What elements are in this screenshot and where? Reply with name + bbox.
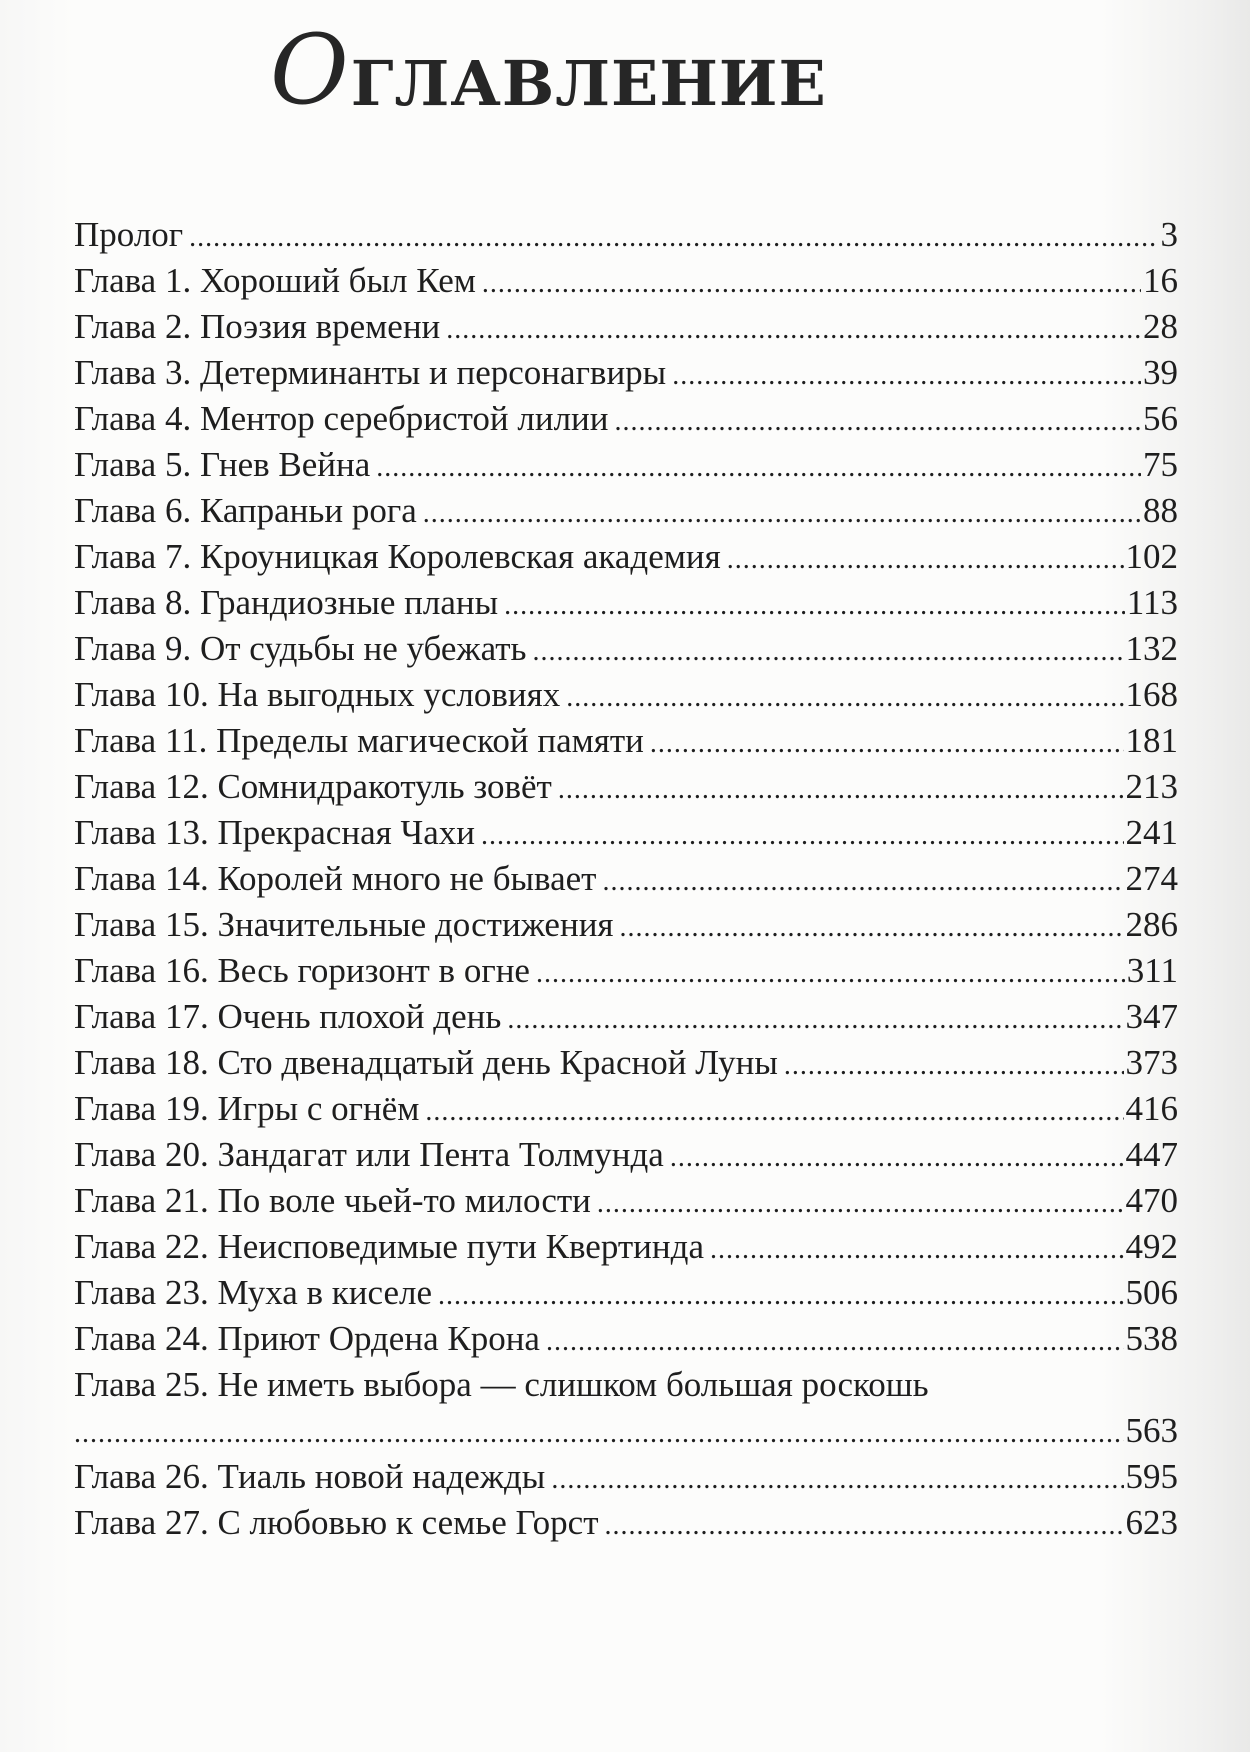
toc-entry-page: 213 (1125, 767, 1178, 806)
dot-leader (551, 1457, 1123, 1503)
toc-entry-title: Глава 20. Зандагат или Пента Толмунда (74, 1135, 664, 1174)
toc-entry (74, 1316, 1178, 1362)
dot-leader (481, 813, 1124, 859)
toc-entry (74, 1454, 1178, 1500)
dot-leader (425, 1089, 1123, 1135)
toc-entry (74, 1224, 1178, 1270)
toc-entry-page: 241 (1125, 813, 1178, 852)
toc-entry (74, 350, 1178, 396)
toc-entry (74, 948, 1178, 994)
toc-entry-title: Глава 18. Сто двенадцатый день Красной Луны (74, 1043, 778, 1082)
toc-entry-title: Глава 27. С любовью к семье Горст (74, 1503, 599, 1542)
toc-entry-title: Глава 1. Хороший был Кем (74, 261, 476, 300)
dot-leader (546, 1319, 1124, 1365)
toc-entry (74, 534, 1178, 580)
toc-entry-page: 88 (1143, 491, 1178, 530)
toc-entry-title: Глава 24. Приют Ордена Крона (74, 1319, 540, 1358)
dot-leader (482, 261, 1141, 307)
toc-entry-title: Глава 9. От судьбы не убежать (74, 629, 527, 668)
toc-entry (74, 442, 1178, 488)
toc-entry (74, 856, 1178, 902)
toc-entry (74, 810, 1178, 856)
toc-entry-title: Глава 15. Значительные достижения (74, 905, 614, 944)
toc-entry (74, 396, 1178, 442)
dot-leader (605, 1503, 1124, 1549)
toc-entry-page: 181 (1125, 721, 1178, 760)
toc-entry-page: 347 (1125, 997, 1178, 1036)
toc-entry-wrapped-continuation (74, 1408, 1178, 1454)
toc-entry-page: 274 (1125, 859, 1178, 898)
toc-entry-page: 168 (1125, 675, 1178, 714)
toc-entry-page: 538 (1125, 1319, 1178, 1358)
toc-entry (74, 258, 1178, 304)
toc-entry-title: Пролог (74, 215, 184, 254)
dot-leader (672, 353, 1141, 399)
dot-leader (615, 399, 1141, 445)
toc-entry-page: 113 (1126, 583, 1178, 622)
toc-entry (74, 304, 1178, 350)
table-of-contents (74, 212, 1178, 1546)
toc-entry-title: Глава 14. Королей много не бывает (74, 859, 597, 898)
toc-entry (74, 718, 1178, 764)
toc-entry-page: 373 (1125, 1043, 1178, 1082)
toc-entry-title: Глава 4. Ментор серебристой лилии (74, 399, 609, 438)
dot-leader (670, 1135, 1124, 1181)
toc-entry (74, 626, 1178, 672)
dot-leader (74, 1411, 1124, 1457)
toc-entry-page: 102 (1125, 537, 1178, 576)
toc-entry (74, 1086, 1178, 1132)
toc-entry-title: Глава 19. Игры с огнём (74, 1089, 420, 1128)
title-initial-letter: О (270, 14, 349, 126)
toc-entry (74, 764, 1178, 810)
toc-entry-page: 595 (1125, 1457, 1178, 1496)
toc-entry-title: Глава 10. На выгодных условиях (74, 675, 561, 714)
toc-entry (74, 1132, 1178, 1178)
toc-entry-page: 28 (1143, 307, 1178, 346)
toc-entry-page: 3 (1160, 215, 1178, 254)
toc-entry-title: Глава 11. Пределы магической памяти (74, 721, 644, 760)
toc-entry-title: Глава 13. Прекрасная Чахи (74, 813, 475, 852)
toc-entry-title: Глава 16. Весь горизонт в огне (74, 951, 530, 990)
toc-entry-page: 416 (1125, 1089, 1178, 1128)
toc-entry-page: 470 (1125, 1181, 1178, 1220)
dot-leader (446, 307, 1141, 353)
dot-leader (602, 859, 1123, 905)
toc-entry-page: 132 (1125, 629, 1178, 668)
toc-entry-title: Глава 6. Капраньи рога (74, 491, 417, 530)
toc-entry-title: Глава 25. Не иметь выбора — слишком большая роскошь (74, 1365, 929, 1404)
toc-entry-prologue (74, 212, 1178, 258)
toc-entry (74, 994, 1178, 1040)
toc-entry (74, 1178, 1178, 1224)
dot-leader (710, 1227, 1124, 1273)
dot-leader (597, 1181, 1124, 1227)
toc-entry-title: Глава 7. Кроуницкая Королевская академия (74, 537, 721, 576)
toc-entry (74, 1040, 1178, 1086)
toc-entry-title: Глава 12. Сомнидракотуль зовёт (74, 767, 552, 806)
toc-entry-title: Глава 3. Детерминанты и персонагвиры (74, 353, 667, 392)
dot-leader (507, 997, 1123, 1043)
toc-entry-title: Глава 22. Неисповедимые пути Квертинда (74, 1227, 704, 1266)
dot-leader (423, 491, 1141, 537)
toc-entry-page: 506 (1125, 1273, 1178, 1312)
toc-entry-page: 492 (1125, 1227, 1178, 1266)
toc-entry-page: 447 (1125, 1135, 1178, 1174)
toc-entry-title: Глава 26. Тиаль новой надежды (74, 1457, 546, 1496)
toc-entry-page: 563 (1125, 1411, 1178, 1450)
toc-entry-page: 623 (1125, 1503, 1178, 1542)
toc-entry-title: Глава 23. Муха в киселе (74, 1273, 433, 1312)
dot-leader (533, 629, 1124, 675)
toc-entry-title: Глава 2. Поэзия времени (74, 307, 441, 346)
toc-entry (74, 1500, 1178, 1546)
toc-entry-page: 39 (1143, 353, 1178, 392)
toc-entry-title: Глава 17. Очень плохой день (74, 997, 502, 1036)
toc-entry-title: Глава 8. Грандиозные планы (74, 583, 499, 622)
toc-entry (74, 902, 1178, 948)
dot-leader (504, 583, 1125, 629)
dot-leader (376, 445, 1141, 491)
page-title (270, 14, 827, 126)
dot-leader (650, 721, 1124, 767)
toc-entry-page: 56 (1143, 399, 1178, 438)
toc-entry-page: 75 (1143, 445, 1178, 484)
toc-entry (74, 672, 1178, 718)
dot-leader (620, 905, 1124, 951)
dot-leader (558, 767, 1124, 813)
dot-leader (438, 1273, 1123, 1319)
dot-leader (566, 675, 1123, 721)
title-text: ГЛАВЛЕНИЕ (350, 47, 827, 120)
toc-entry-title: Глава 21. По воле чьей-то милости (74, 1181, 591, 1220)
toc-entry-page: 286 (1125, 905, 1178, 944)
toc-entry (74, 580, 1178, 626)
toc-entry-title: Глава 5. Гнев Вейна (74, 445, 371, 484)
dot-leader (189, 215, 1158, 261)
toc-entry-page: 16 (1143, 261, 1178, 300)
dot-leader (536, 951, 1125, 997)
toc-entry (74, 488, 1178, 534)
dot-leader (727, 537, 1124, 583)
toc-entry-page: 311 (1126, 951, 1178, 990)
toc-entry (74, 1270, 1178, 1316)
dot-leader (784, 1043, 1124, 1089)
toc-entry-wrapped-title (74, 1362, 1178, 1408)
